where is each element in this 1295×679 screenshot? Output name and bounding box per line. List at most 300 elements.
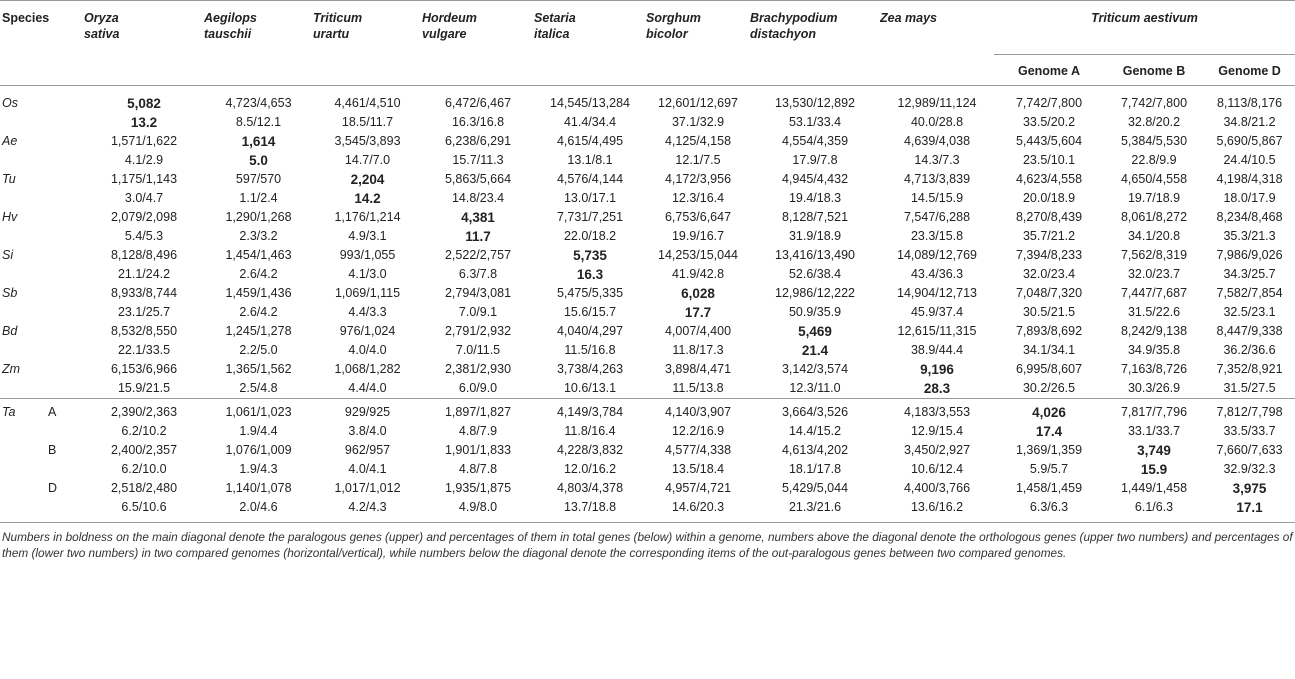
gene-count-cell: 12,601/12,697 [658, 96, 738, 110]
gene-count-cell: 1,076/1,009 [225, 443, 292, 457]
empty-cell [48, 189, 84, 208]
gene-percent-cell: 3.0/4.7 [124, 191, 164, 205]
table-row [0, 322, 1295, 341]
gene-percent-cell: 14.7/7.0 [344, 153, 391, 167]
gene-count-cell: 4,198/4,318 [1216, 172, 1283, 186]
row-genome-label: B [48, 443, 57, 457]
gene-count-cell: 5,475/5,335 [556, 286, 624, 300]
gene-percent-cell: 14.6/20.3 [646, 498, 750, 523]
gene-count-cell: 14,545/13,284 [550, 96, 630, 110]
table-row [0, 86, 1295, 114]
empty-cell [48, 460, 84, 479]
paralogous-count-cell: 5,082 [127, 96, 161, 111]
gene-percent-cell: 4.4/3.3 [348, 305, 387, 319]
gene-percent-cell: 4.8/7.9 [458, 424, 498, 438]
table-row [0, 284, 1295, 303]
gene-count-cell: 7,582/7,854 [1216, 286, 1283, 300]
gene-percent-cell: 13.0/17.1 [563, 191, 617, 205]
gene-percent-cell: 6.3/6.3 [994, 498, 1104, 523]
gene-percent-cell: 2.5/4.8 [239, 381, 278, 395]
gene-count-cell: 8,128/7,521 [781, 210, 849, 224]
gene-count-cell: 4,554/4,359 [781, 134, 849, 148]
gene-percent-cell: 15.7/11.3 [452, 153, 504, 167]
empty-cell [48, 379, 84, 399]
row-species-label: Zm [2, 362, 21, 376]
gene-count-cell: 4,713/3,839 [903, 172, 971, 186]
table-row-percent [0, 498, 1295, 523]
row-genome-label [48, 360, 84, 379]
empty-cell [0, 227, 48, 246]
gene-count-cell: 8,532/8,550 [110, 324, 178, 338]
gene-count-cell: 7,547/6,288 [903, 210, 971, 224]
gene-count-cell: 1,175/1,143 [110, 172, 178, 186]
gene-count-cell: 2,794/3,081 [444, 286, 512, 300]
gene-percent-cell: 11.8/16.4 [564, 424, 616, 438]
paralogous-percent-cell: 17.7 [684, 305, 712, 320]
gene-percent-cell: 2.3/3.2 [239, 229, 278, 243]
empty-cell [48, 303, 84, 322]
gene-count-cell: 7,986/9,026 [1216, 248, 1283, 262]
col-header-genome-a: Genome A [1017, 64, 1081, 78]
empty-cell [48, 341, 84, 360]
paralogous-percent-cell: 14.2 [354, 191, 381, 206]
row-genome-label [48, 170, 84, 189]
row-genome-label [48, 322, 84, 341]
gene-count-cell: 7,742/7,800 [1015, 96, 1083, 110]
gene-count-cell: 1,017/1,012 [334, 481, 401, 495]
gene-count-cell: 1,901/1,833 [444, 443, 512, 457]
gene-percent-cell: 11.8/17.3 [672, 343, 724, 357]
gene-percent-cell: 14.5/15.9 [910, 191, 964, 205]
gene-count-cell: 4,400/3,766 [903, 481, 971, 495]
gene-count-cell: 7,731/7,251 [556, 210, 624, 224]
paralogous-count-cell: 5,735 [573, 248, 607, 263]
paralogous-percent-cell: 15.9 [1140, 462, 1168, 477]
gene-percent-cell: 19.4/18.3 [788, 191, 842, 205]
gene-percent-cell: 50.9/35.9 [788, 305, 842, 319]
gene-count-cell: 4,183/3,553 [880, 399, 994, 423]
gene-percent-cell: 8.5/12.1 [235, 115, 282, 129]
gene-percent-cell: 21.1/24.2 [117, 267, 171, 281]
gene-percent-cell: 41.9/42.8 [671, 267, 725, 281]
gene-count-cell: 4,149/3,784 [534, 399, 646, 423]
gene-count-cell: 7,163/8,726 [1120, 362, 1188, 376]
gene-percent-cell: 43.4/36.3 [910, 267, 964, 281]
row-species-label: Ta [0, 399, 48, 423]
gene-count-cell: 7,893/8,692 [1015, 324, 1083, 338]
gene-count-cell: 4,650/4,558 [1120, 172, 1188, 186]
gene-percent-cell: 23.3/15.8 [910, 229, 964, 243]
paralogous-percent-cell: 13.2 [130, 115, 158, 130]
empty-cell [48, 422, 84, 441]
paralogous-count-cell: 6,028 [681, 286, 715, 301]
gene-count-cell: 3,738/4,263 [556, 362, 624, 376]
gene-percent-cell: 12.3/11.0 [789, 381, 841, 395]
paralogous-count-cell: 4,026 [994, 399, 1104, 423]
gene-count-cell: 4,613/4,202 [781, 443, 849, 457]
gene-percent-cell: 6.3/7.8 [458, 267, 498, 281]
gene-count-cell: 7,817/7,796 [1104, 399, 1204, 423]
row-species-label: Hv [2, 210, 18, 224]
gene-percent-cell: 34.1/20.8 [1127, 229, 1181, 243]
gene-percent-cell: 32.8/20.2 [1127, 115, 1181, 129]
gene-count-cell: 1,454/1,463 [225, 248, 292, 262]
gene-count-cell: 8,113/8,176 [1216, 96, 1283, 110]
col-header-hordeum-vulgare: Hordeum vulgare [422, 11, 477, 41]
gene-percent-cell: 2.2/5.0 [239, 343, 278, 357]
col-header-genome-b: Genome B [1122, 64, 1186, 78]
gene-percent-cell: 14.3/7.3 [914, 153, 960, 167]
gene-percent-cell: 23.5/10.1 [1022, 153, 1076, 167]
gene-percent-cell: 11.5/16.8 [564, 343, 616, 357]
gene-percent-cell: 36.2/36.6 [1223, 343, 1276, 357]
col-header-triticum-aestivum: Triticum aestivum [994, 1, 1295, 55]
gene-count-cell: 1,176/1,214 [334, 210, 401, 224]
gene-count-cell: 14,904/12,713 [897, 286, 977, 300]
gene-count-cell: 1,459/1,436 [225, 286, 292, 300]
gene-count-cell: 962/957 [344, 443, 391, 457]
gene-percent-cell: 5.9/5.7 [1029, 462, 1069, 476]
table-row [0, 399, 1295, 423]
gene-percent-cell: 12.9/15.4 [910, 424, 964, 438]
gene-percent-cell: 13.6/16.2 [880, 498, 994, 523]
table-row [0, 360, 1295, 379]
gene-percent-cell: 31.9/18.9 [788, 229, 842, 243]
gene-count-cell: 4,945/4,432 [781, 172, 849, 186]
gene-percent-cell: 6.1/6.3 [1104, 498, 1204, 523]
gene-percent-cell: 12.1/7.5 [675, 153, 721, 167]
gene-count-cell: 4,125/4,158 [664, 134, 732, 148]
gene-percent-cell: 22.8/9.9 [1131, 153, 1177, 167]
gene-count-cell: 14,253/15,044 [658, 248, 738, 262]
gene-percent-cell: 1.9/4.3 [239, 462, 278, 476]
gene-percent-cell: 4.2/4.3 [313, 498, 422, 523]
gene-percent-cell: 2.6/4.2 [239, 305, 278, 319]
table-row-percent [0, 379, 1295, 399]
gene-percent-cell: 7.0/11.5 [455, 343, 501, 357]
col-header-sorghum-bicolor: Sorghum bicolor [646, 11, 701, 41]
gene-count-cell: 6,472/6,467 [444, 96, 512, 110]
gene-count-cell: 1,140/1,078 [225, 481, 292, 495]
header-row-genomes [0, 55, 1295, 86]
empty-cell [0, 460, 48, 479]
gene-count-cell: 12,986/12,222 [775, 286, 855, 300]
row-genome-label [48, 86, 84, 114]
gene-percent-cell: 10.6/13.1 [563, 381, 617, 395]
gene-count-cell: 2,390/2,363 [84, 399, 204, 423]
gene-count-cell: 8,242/9,138 [1120, 324, 1188, 338]
gene-percent-cell: 7.0/9.1 [458, 305, 498, 319]
gene-count-cell: 7,447/7,687 [1120, 286, 1188, 300]
row-species-label: Si [2, 248, 14, 262]
table-row [0, 479, 1295, 498]
gene-percent-cell: 10.6/12.4 [910, 462, 964, 476]
gene-count-cell: 4,723/4,653 [225, 96, 292, 110]
gene-count-cell: 4,461/4,510 [334, 96, 401, 110]
gene-percent-cell: 15.6/15.7 [563, 305, 617, 319]
gene-count-cell: 4,803/4,378 [556, 481, 624, 495]
table-row-percent [0, 227, 1295, 246]
table-row [0, 208, 1295, 227]
gene-count-cell: 4,140/3,907 [646, 399, 750, 423]
gene-percent-cell: 11.5/13.8 [672, 381, 724, 395]
empty-cell [48, 265, 84, 284]
gene-percent-cell: 4.1/3.0 [348, 267, 387, 281]
gene-count-cell: 2,381/2,930 [444, 362, 512, 376]
row-genome-label [48, 208, 84, 227]
paralogous-percent-cell: 11.7 [465, 229, 491, 244]
gene-count-cell: 6,995/8,607 [1015, 362, 1083, 376]
gene-percent-cell: 34.9/35.8 [1127, 343, 1181, 357]
gene-count-cell: 6,238/6,291 [444, 134, 512, 148]
species-header: Species [2, 11, 50, 25]
empty-cell [0, 151, 48, 170]
gene-count-cell: 4,957/4,721 [664, 481, 732, 495]
gene-percent-cell: 45.9/37.4 [910, 305, 964, 319]
gene-percent-cell: 40.0/28.8 [910, 115, 964, 129]
gene-count-cell: 1,458/1,459 [1015, 481, 1083, 495]
paralogous-percent-cell: 28.3 [923, 381, 951, 396]
gene-percent-cell: 4.9/3.1 [348, 229, 387, 243]
empty-cell [0, 498, 48, 523]
paralogous-count-cell: 1,614 [241, 134, 276, 149]
gene-count-cell: 4,639/4,038 [903, 134, 971, 148]
table-row-percent [0, 151, 1295, 170]
empty-cell [0, 341, 48, 360]
gene-count-cell: 4,007/4,400 [664, 324, 732, 338]
col-header-zea-mays: Zea mays [880, 11, 937, 25]
gene-percent-cell: 30.5/21.5 [1022, 305, 1076, 319]
gene-count-cell: 597/570 [235, 172, 282, 186]
gene-percent-cell: 33.5/33.7 [1223, 424, 1276, 438]
gene-count-cell: 4,623/4,558 [1015, 172, 1083, 186]
paralogous-count-cell: 4,381 [461, 210, 495, 225]
gene-percent-cell: 6.2/10.0 [121, 462, 167, 476]
gene-percent-cell: 22.1/33.5 [117, 343, 171, 357]
gene-percent-cell: 38.9/44.4 [910, 343, 964, 357]
gene-percent-cell: 35.7/21.2 [1022, 229, 1076, 243]
col-header-oryza-sativa: Oryza sativa [84, 11, 120, 41]
gene-percent-cell: 1.1/2.4 [239, 191, 278, 205]
table-row [0, 441, 1295, 460]
empty-cell [0, 265, 48, 284]
gene-percent-cell: 4.0/4.0 [348, 343, 387, 357]
table-row-percent [0, 265, 1295, 284]
gene-percent-cell: 33.5/20.2 [1022, 115, 1076, 129]
row-species-label: Bd [2, 324, 18, 338]
row-genome-label: A [48, 399, 84, 423]
gene-percent-cell: 12.0/16.2 [563, 462, 617, 476]
gene-count-cell: 12,989/11,124 [897, 96, 977, 110]
gene-percent-cell: 35.3/21.3 [1223, 229, 1276, 243]
gene-percent-cell: 13.1/8.1 [567, 153, 613, 167]
col-header-triticum-urartu: Triticum urartu [313, 11, 363, 41]
col-header-aegilops-tauschii: Aegilops tauschii [204, 11, 257, 41]
gene-percent-cell: 13.5/18.4 [671, 462, 725, 476]
gene-percent-cell: 4.4/4.0 [348, 381, 387, 395]
row-species-label [0, 441, 48, 460]
paralogous-percent-cell: 17.1 [1204, 498, 1295, 523]
gene-count-cell: 4,577/4,338 [664, 443, 732, 457]
gene-percent-cell: 41.4/34.4 [563, 115, 617, 129]
gene-count-cell: 4,576/4,144 [556, 172, 624, 186]
gene-percent-cell: 6.2/10.2 [121, 424, 167, 438]
empty-cell [48, 227, 84, 246]
gene-count-cell: 1,068/1,282 [334, 362, 401, 376]
gene-percent-cell: 6.0/9.0 [458, 381, 498, 395]
gene-percent-cell: 32.9/32.3 [1223, 462, 1276, 476]
gene-count-cell: 1,061/1,023 [204, 399, 313, 423]
gene-percent-cell: 32.5/23.1 [1223, 305, 1276, 319]
gene-percent-cell: 34.1/34.1 [1022, 343, 1076, 357]
gene-count-cell: 2,079/2,098 [110, 210, 178, 224]
gene-percent-cell: 32.0/23.7 [1127, 267, 1181, 281]
col-header-setaria-italica: Setaria italica [534, 11, 576, 41]
gene-percent-cell: 1.9/4.4 [239, 424, 278, 438]
gene-percent-cell: 4.0/4.1 [348, 462, 387, 476]
gene-count-cell: 976/1,024 [339, 324, 396, 338]
gene-percent-cell: 19.9/16.7 [671, 229, 725, 243]
table-row [0, 246, 1295, 265]
gene-count-cell: 14,089/12,769 [897, 248, 977, 262]
gene-percent-cell: 23.1/25.7 [117, 305, 171, 319]
table-row-percent [0, 460, 1295, 479]
gene-count-cell: 12,615/11,315 [897, 324, 977, 338]
gene-percent-cell: 4.9/8.0 [422, 498, 534, 523]
gene-count-cell: 3,898/4,471 [664, 362, 732, 376]
header-row-species [0, 1, 1295, 55]
gene-percent-cell: 18.1/17.8 [788, 462, 842, 476]
gene-count-cell: 3,450/2,927 [903, 443, 971, 457]
gene-count-cell: 6,153/6,966 [110, 362, 178, 376]
paralogous-count-cell: 3,975 [1232, 481, 1267, 496]
gene-count-cell: 7,562/8,319 [1120, 248, 1188, 262]
gene-percent-cell: 37.1/32.9 [671, 115, 725, 129]
gene-count-cell: 7,352/8,921 [1216, 362, 1283, 376]
gene-count-cell: 8,128/8,496 [110, 248, 178, 262]
gene-count-cell: 2,518/2,480 [110, 481, 178, 495]
gene-count-cell: 13,530/12,892 [775, 96, 855, 110]
row-genome-label [48, 132, 84, 151]
gene-percent-cell: 22.0/18.2 [563, 229, 617, 243]
table-row-percent [0, 189, 1295, 208]
gene-count-cell: 8,234/8,468 [1216, 210, 1283, 224]
gene-percent-cell: 3.8/4.0 [348, 424, 387, 438]
gene-count-cell: 1,290/1,268 [225, 210, 292, 224]
gene-count-cell: 1,369/1,359 [1015, 443, 1083, 457]
paralogous-percent-cell: 5.0 [249, 153, 268, 168]
gene-count-cell: 7,742/7,800 [1120, 96, 1188, 110]
gene-count-cell: 2,522/2,757 [444, 248, 512, 262]
row-species-label: Os [2, 96, 18, 110]
gene-count-cell: 1,897/1,827 [422, 399, 534, 423]
empty-cell [0, 303, 48, 322]
gene-count-cell: 1,449/1,458 [1120, 481, 1188, 495]
gene-count-cell: 1,365/1,562 [225, 362, 292, 376]
col-header-genome-d: Genome D [1218, 64, 1281, 78]
gene-count-cell: 4,040/4,297 [556, 324, 624, 338]
row-species-label: Ae [2, 134, 18, 148]
gene-count-cell: 8,933/8,744 [110, 286, 178, 300]
gene-percent-cell: 15.9/21.5 [117, 381, 171, 395]
gene-count-cell: 1,935/1,875 [444, 481, 512, 495]
gene-count-cell: 8,447/9,338 [1216, 324, 1283, 338]
gene-percent-cell: 16.3/16.8 [451, 115, 505, 129]
row-species-label: Tu [2, 172, 16, 186]
paralogous-percent-cell: 16.3 [576, 267, 604, 282]
gene-percent-cell: 18.0/17.9 [1223, 191, 1276, 205]
gene-percent-cell: 14.8/23.4 [451, 191, 505, 205]
gene-percent-cell: 17.9/7.8 [792, 153, 838, 167]
table-row [0, 170, 1295, 189]
empty-cell [0, 379, 48, 399]
gene-count-cell: 3,664/3,526 [750, 399, 880, 423]
paralogous-count-cell: 5,469 [798, 324, 832, 339]
table-footnote: Numbers in boldness on the main diagonal denote the paralogous genes (upper) and percentages of them in total genes (below) within a genome, numbers above the diagonal denote the orthologous genes (upper two numbers) and percentages of them (lower two numbers) in two compared genomes (horizontal/vertical), while numbers below the diagonal denote the corresponding items of the out-paralogous genes between two compared genomes. [2, 530, 1293, 560]
gene-count-cell: 2,791/2,932 [444, 324, 512, 338]
gene-count-cell: 1,069/1,115 [334, 286, 401, 300]
gene-percent-cell: 20.0/18.9 [1022, 191, 1076, 205]
gene-percent-cell: 21.3/21.6 [750, 498, 880, 523]
empty-cell [48, 498, 84, 523]
gene-count-cell: 4,172/3,956 [664, 172, 732, 186]
paralogous-percent-cell: 21.4 [801, 343, 829, 358]
paralogous-count-cell: 2,204 [350, 172, 385, 187]
gene-count-cell: 5,690/5,867 [1216, 134, 1283, 148]
gene-percent-cell: 18.5/11.7 [341, 115, 394, 129]
gene-percent-cell: 5.4/5.3 [124, 229, 164, 243]
gene-percent-cell: 30.3/26.9 [1127, 381, 1181, 395]
gene-count-cell: 13,416/13,490 [775, 248, 855, 262]
gene-count-cell: 2,400/2,357 [110, 443, 178, 457]
gene-count-cell: 4,228/3,832 [556, 443, 624, 457]
gene-count-cell: 993/1,055 [339, 248, 396, 262]
gene-percent-cell: 53.1/33.4 [788, 115, 842, 129]
gene-percent-cell: 34.8/21.2 [1223, 115, 1276, 129]
gene-count-cell: 7,394/8,233 [1015, 248, 1083, 262]
row-genome-label [48, 284, 84, 303]
gene-count-cell: 7,812/7,798 [1204, 399, 1295, 423]
gene-percent-cell: 14.4/15.2 [788, 424, 842, 438]
paralogous-count-cell: 9,196 [920, 362, 954, 377]
gene-count-cell: 3,545/3,893 [334, 134, 401, 148]
gene-percent-cell: 2.0/4.6 [204, 498, 313, 523]
gene-count-cell: 8,270/8,439 [1015, 210, 1083, 224]
table-row-percent [0, 341, 1295, 360]
gene-percent-cell: 13.7/18.8 [534, 498, 646, 523]
row-species-label [0, 479, 48, 498]
gene-count-cell: 3,142/3,574 [781, 362, 849, 376]
gene-percent-cell: 34.3/25.7 [1223, 267, 1276, 281]
table-row-percent [0, 422, 1295, 441]
gene-percent-cell: 30.2/26.5 [1022, 381, 1076, 395]
gene-percent-cell: 12.3/16.4 [671, 191, 725, 205]
gene-count-cell: 1,245/1,278 [225, 324, 292, 338]
gene-percent-cell: 12.2/16.9 [671, 424, 725, 438]
gene-count-cell: 6,753/6,647 [664, 210, 732, 224]
gene-count-cell: 1,571/1,622 [110, 134, 178, 148]
empty-cell [0, 189, 48, 208]
gene-percent-cell: 4.1/2.9 [124, 153, 164, 167]
empty-cell [48, 151, 84, 170]
gene-percent-cell: 33.1/33.7 [1127, 424, 1181, 438]
gene-count-cell: 5,429/5,044 [781, 481, 849, 495]
empty-cell [0, 422, 48, 441]
paralogous-percent-cell: 17.4 [1035, 424, 1063, 439]
col-header-brachypodium-distachyon: Brachypodium distachyon [750, 11, 838, 41]
row-genome-label: D [48, 481, 58, 495]
gene-count-cell: 4,615/4,495 [556, 134, 624, 148]
